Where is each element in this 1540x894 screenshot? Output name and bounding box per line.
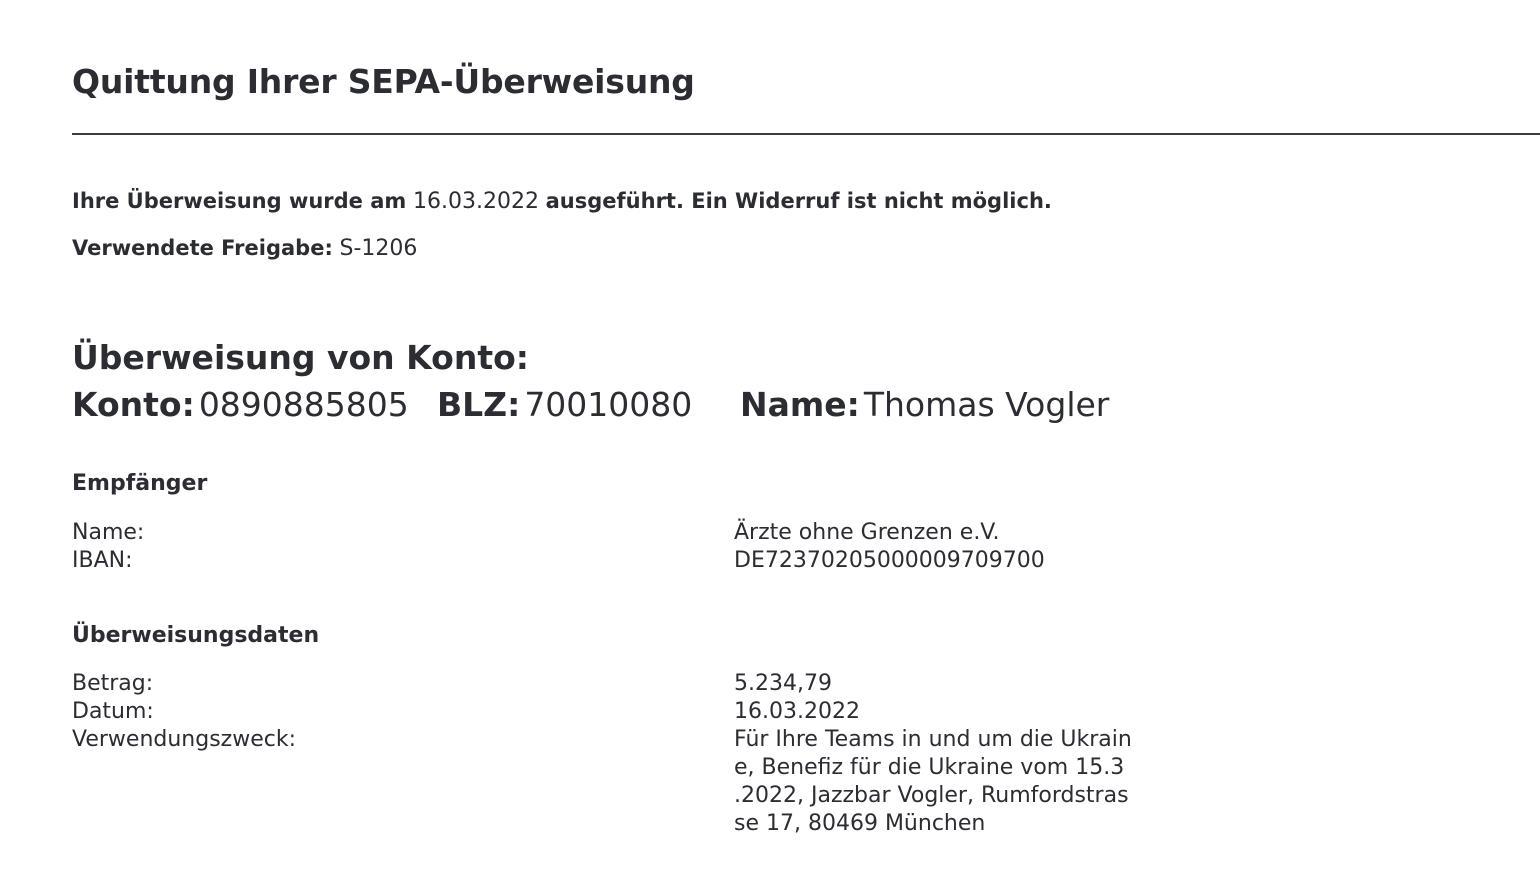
- konto-label: Konto:: [72, 385, 195, 424]
- purpose-line: e, Benefiz für die Ukraine vom 15.3: [734, 755, 1125, 780]
- purpose-line: se 17, 80469 München: [734, 811, 986, 836]
- amount-label: Betrag:: [72, 671, 154, 696]
- purpose-value: [734, 726, 1132, 838]
- title-divider: [72, 133, 1540, 135]
- recipient-name-value: Ärzte ohne Grenzen e.V.: [734, 520, 1000, 545]
- release-info: [72, 233, 417, 264]
- recipient-name-label: Name:: [72, 520, 145, 545]
- release-label: Verwendete Freigabe:: [72, 236, 333, 260]
- purpose-line: Für Ihre Teams in und um die Ukrain: [734, 727, 1132, 752]
- blz-label: BLZ:: [437, 385, 521, 424]
- execution-date: 16.03.2022: [412, 189, 539, 214]
- page-title: Quittung Ihrer SEPA-Überweisung: [72, 62, 695, 101]
- konto-value: 0890885805: [198, 385, 409, 424]
- source-bank-code: [437, 381, 692, 429]
- execution-notice: [72, 186, 1052, 217]
- blz-value: 70010080: [524, 385, 693, 424]
- release-value: S-1206: [339, 236, 418, 261]
- recipient-iban-label: IBAN:: [72, 548, 133, 573]
- recipient-heading: Empfänger: [72, 471, 208, 496]
- purpose-line: .2022, Jazzbar Vogler, Rumfordstras: [734, 783, 1129, 808]
- transfer-data-heading: Überweisungsdaten: [72, 623, 320, 648]
- execution-prefix: Ihre Überweisung wurde am: [72, 189, 407, 213]
- execution-suffix: ausgeführt. Ein Widerruf ist nicht möglich.: [545, 189, 1052, 213]
- date-label: Datum:: [72, 699, 154, 724]
- purpose-label: Verwendungszweck:: [72, 727, 296, 752]
- amount-value: 5.234,79: [734, 671, 832, 696]
- holder-value: Thomas Vogler: [863, 385, 1110, 424]
- holder-label: Name:: [740, 385, 860, 424]
- date-value: 16.03.2022: [734, 699, 860, 724]
- source-account-number: [72, 381, 409, 429]
- source-account-heading: Überweisung von Konto:: [72, 338, 529, 377]
- source-account-holder: [740, 381, 1109, 429]
- recipient-iban-value: DE72370205000009709700: [734, 548, 1045, 573]
